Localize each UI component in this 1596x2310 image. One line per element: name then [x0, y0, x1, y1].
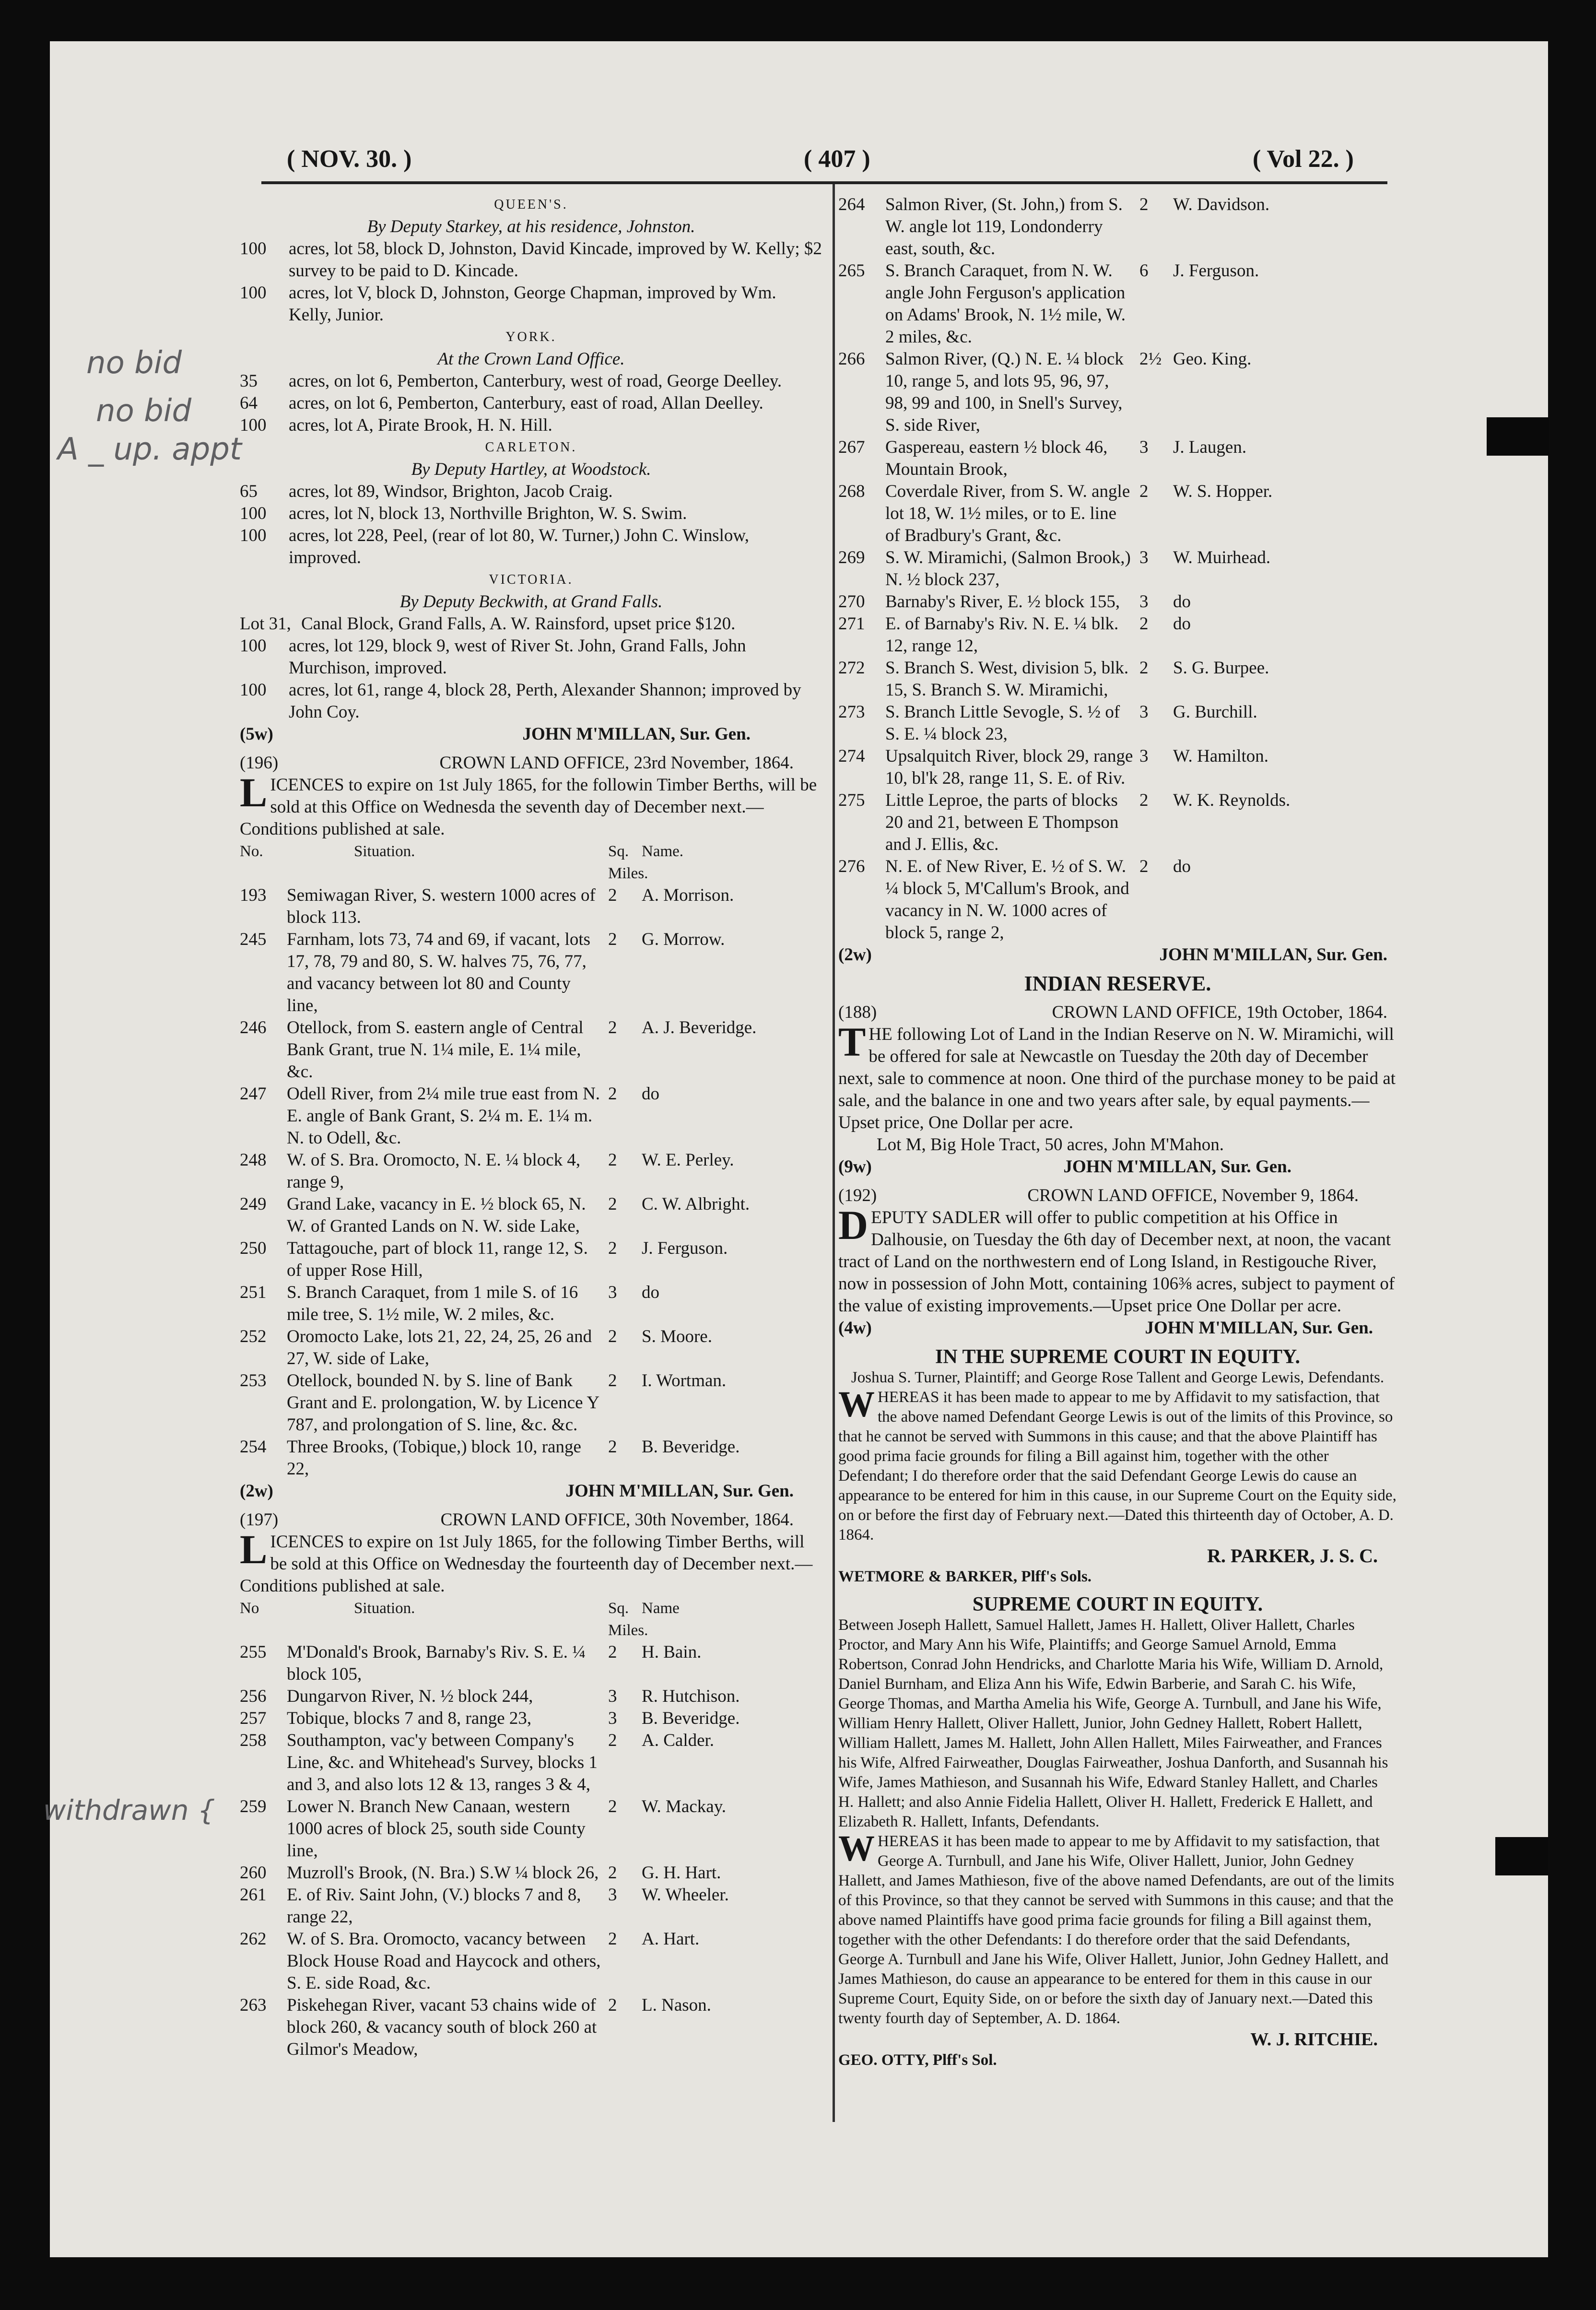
table-row: 259 Lower N. Branch New Canaan, western 1000 acres of block 25, south side County line, 2 W. Mackay. [240, 1797, 727, 1861]
margin-note-up-appt: A _ up. appt [58, 432, 242, 467]
table-row: 258 Southampton, vac'y between Company's Line, &c. and Whitehead's Survey, blocks 1 and 3, and also lots 12 & 13, ranges 3 & 4, 2 A. Calder. [240, 1731, 715, 1794]
table-row: 266 Salmon River, (Q.) N. E. ¼ block 10, range 5, and lots 95, 96, 97, 98, 99 and 100, in Snell's Survey, S. side River, 2½ Geo. King. [838, 349, 1252, 435]
table-row: 261 E. of Riv. Saint John, (V.) blocks 7 and 8, range 22, 3 W. Wheeler. [240, 1885, 729, 1927]
notice-body: WHEREAS it has been made to appear to me by Affidavit to my satisfaction, that the above named Defendant George Lewis is out of the limits of this Province, so that he cannot be served with Summons in this cause; and that the above Plaintiff has good prima facie grounds for filing a Bill against him, together with the other Defendant; I do therefore order that the said Defendant George Lewis do cause an appearance to be entered for him in this cause, in our Supreme Court on the Equity side, on or before the first day of February next.—Dated this thirteenth day of October, A. D. 1864. [838, 1384, 1396, 1544]
solicitors: WETMORE & BARKER, Plff's Sols. [838, 1568, 1092, 1585]
lot-line: Lot M, Big Hole Tract, 50 acres, John M'Mahon. [877, 1135, 1224, 1155]
county-heading: CARLETON. [485, 440, 577, 455]
drop-cap: L [240, 769, 268, 815]
list-item: 65 acres, lot 89, Windsor, Brighton, Jacob Craig. [240, 482, 613, 501]
case-parties: Between Joseph Hallett, Samuel Hallett, James H. Hallett, Oliver Hallett, Charles Proctor, and Mary Ann his Wife, Plaintiffs; and George Samuel Arnold, Emma Robertson, Conrad John Hendricks, and Charlotte Maria his Wife, William D. Arnold, Daniel Burnham, and Eliza Ann his Wife, Edwin Barberie, and Sarah C. his Wife, George Thomas, and Martha Amelia his Wife, George A. Turnbull, and Jane his Wife, William Henry Hallett, Oliver Hallett, Junior, John Gedney Hallett, Robert Hallett, William Hallett, James M. Hallett, John Allen Hallett, Miles Fairweather, and Frances his Wife, Alfred Fairweather, Douglas Fairweather, Joshua Danforth, and Susannah his Wife, James Mathieson, and Susannah his Wife, Edward Stanley Hallett, and Charles H. Hallett; and also Annie Fidelia Hallett, Oliver H. Hallett, Frederick E Hallett, and Elizabeth R. Hallett, Infants, Defendants. [838, 1616, 1388, 1830]
table-row: 274 Upsalquitch River, block 29, range 10, bl'k 28, range 11, S. E. of Riv. 3 W. Hamilton. [838, 746, 1269, 788]
drop-cap: W [838, 1384, 875, 1425]
deputy-line: By Deputy Starkey, at his residence, Johnston. [367, 217, 695, 236]
issue-date: ( NOV. 30. ) [287, 145, 412, 173]
deputy-line: At the Crown Land Office. [437, 349, 625, 369]
table-header: No. Situation. Sq. Miles. Name. [240, 843, 684, 882]
drop-cap: W [838, 1828, 875, 1869]
drop-cap: L [240, 1526, 268, 1572]
volume-number: ( Vol 22. ) [1253, 145, 1354, 173]
table-row: 246 Otellock, from S. eastern angle of Central Bank Grant, true N. 1¼ mile, E. 1¼ mile, &c. 2 A. J. Beveridge. [240, 1018, 757, 1082]
margin-note-withdrawn: withdrawn { [43, 1794, 215, 1827]
table-row: 270 Barnaby's River, E. ½ block 155, 3 do [838, 592, 1191, 612]
table-row: 247 Odell River, from 2¼ mile true east from N. E. angle of Bank Grant, S. 2¼ m. E. 1¼ m. N. to Odell, &c. 2 do [240, 1084, 659, 1148]
solicitors: GEO. OTTY, Plff's Sol. [838, 2051, 997, 2069]
notice-body: WHEREAS it has been made to appear to me by Affidavit to my satisfaction, that George A. Turnbull, and Jane his Wife, Oliver Hallett, Junior, John Gedney Hallett, and James Mathieson, five of the above named Defendants, are out of the limits of this Province, so that they cannot be served with Summons in this cause; and that the above named Plaintiffs have good prima facie grounds for filing a Bill against them, together with the other Defendants: I do therefore order that the said Defendants, George A. Turnbull and Jane his Wife, Oliver Hallett, Junior, John Gedney Hallett, and James Mathieson, do cause an appearance to be entered for them in this cause in our Supreme Court, Equity Side, on or before the sixth day of January next.—Dated this twenty fourth day of September, A. D. 1864. [838, 1828, 1395, 2027]
drop-cap: T [838, 1019, 866, 1065]
notice-body: DEPUTY SADLER will offer to public competition at his Office in Dalhousie, on Tuesday the 6th day of December next, at noon, the vacant tract of Land on the northwestern end of Long Island, in Restigouche River, now in possession of John Mott, containing 106⅜ acres, subject to payment of the value of existing improvements.—Upset price One Dollar per acre. [838, 1202, 1395, 1316]
signature-line: (5w) JOHN M'MILLAN, Sur. Gen. [240, 724, 751, 744]
case-parties: Joshua S. Turner, Plaintiff; and George Rose Tallent and George Lewis, Defendants. [851, 1369, 1385, 1386]
notice-body: THE following Lot of Land in the Indian Reserve on N. W. Miramichi, will be offered for sale at Newcastle on Tuesday the 20th day of December next, sale to commence at noon. One third of the purchase money to be paid at sale, and the balance in one and two years after sale, by equal payments.—Upset price, One Dollar per acre. [838, 1019, 1396, 1132]
table-row: 250 Tattagouche, part of block 11, range 12, S. of upper Rose Hill, 2 J. Ferguson. [240, 1238, 728, 1280]
table-row: 271 E. of Barnaby's Riv. N. E. ¼ blk. 12, range 12, 2 do [838, 614, 1191, 656]
table-row: 193 Semiwagan River, S. western 1000 acres of block 113. 2 A. Morrison. [240, 885, 734, 927]
table-row: 248 W. of S. Bra. Oromocto, N. E. ¼ block 4, range 9, 2 W. E. Perley. [240, 1150, 734, 1192]
deputy-line: By Deputy Hartley, at Woodstock. [411, 460, 651, 479]
table-row: 275 Little Leproe, the parts of blocks 20 and 21, between E Thompson and J. Ellis, &c. 2 W. K. Reynolds. [838, 790, 1291, 854]
table-row: 253 Otellock, bounded N. by S. line of Bank Grant and E. prolongation, W. by Licence Y 787, and prolongation of S. line, &c. &c. 2 I. Wortman. [240, 1371, 727, 1435]
list-item: 35 acres, on lot 6, Pemberton, Canterbury, west of road, George Deelley. [240, 371, 782, 391]
drop-cap: D [838, 1202, 868, 1248]
signature-line: (4w) JOHN M'MILLAN, Sur. Gen. [838, 1318, 1373, 1338]
judge-signature: W. J. RITCHIE. [1250, 2029, 1378, 2050]
table-row: 245 Farnham, lots 73, 74 and 69, if vacant, lots 17, 78, 79 and 80, S. W. halves 75, 76, 77, and vacancy between lot 80 and County line, 2 G. Morrow. [240, 930, 725, 1015]
table-row: 251 S. Branch Caraquet, from 1 mile S. of 16 mile tree, S. 1½ mile, W. 2 miles, &c. 3 do [240, 1283, 659, 1324]
county-heading: VICTORIA. [489, 572, 574, 587]
signature-line: (2w) JOHN M'MILLAN, Sur. Gen. [240, 1481, 794, 1501]
table-row: 265 S. Branch Caraquet, from N. W. angle John Ferguson's application on Adams' Brook, N. 1½ mile, W. 2 miles, &c. 6 J. Ferguson. [838, 261, 1259, 347]
table-row: 254 Three Brooks, (Tobique,) block 10, range 22, 2 B. Beveridge. [240, 1437, 740, 1479]
notice-body: LICENCES to expire on 1st July 1865, for the followin Timber Berths, will be sold at this Office on Wednesda the seventh day of December next.—Conditions published at sale. [240, 769, 817, 839]
table-row: 252 Oromocto Lake, lots 21, 22, 24, 25, 26 and 27, W. side of Lake, 2 S. Moore. [240, 1327, 712, 1368]
notice-heading: (188) CROWN LAND OFFICE, 19th October, 1864. [838, 1002, 1387, 1022]
page-number: ( 407 ) [804, 145, 870, 173]
list-item: 100 acres, lot 61, range 4, block 28, Perth, Alexander Shannon; improved by John Coy. [240, 680, 801, 722]
notice-heading: (197) CROWN LAND OFFICE, 30th November, 1864. [240, 1510, 794, 1530]
edge-tab-upper [1487, 417, 1549, 456]
table-row: 276 N. E. of New River, E. ½ of S. W. ¼ block 5, M'Callum's Brook, and vacancy in N. W. 1000 acres of block 5, range 2, 2 do [838, 857, 1191, 943]
signature-line: (9w) JOHN M'MILLAN, Sur. Gen. [838, 1157, 1291, 1177]
signature-line: (2w) JOHN M'MILLAN, Sur. Gen. [838, 945, 1387, 965]
list-item: 100 acres, lot 58, block D, Johnston, David Kincade, improved by W. Kelly; $2 survey to be paid to D. Kincade. [240, 239, 822, 281]
right-column [838, 194, 1397, 2070]
list-item: 100 acres, lot 129, block 9, west of River St. John, Grand Falls, John Murchison, improved. [240, 636, 746, 678]
table-row: 273 S. Branch Little Sevogle, S. ½ of S. E. ¼ block 23, 3 G. Burchill. [838, 702, 1257, 744]
list-item: 100 acres, lot N, block 13, Northville Brighton, W. S. Swim. [240, 504, 687, 523]
table-row: 269 S. W. Miramichi, (Salmon Brook,) N. ½ block 237, 3 W. Muirhead. [838, 548, 1271, 589]
section-title: IN THE SUPREME COURT IN EQUITY. [935, 1346, 1300, 1368]
table-row: 256 Dungarvon River, N. ½ block 244, 3 R. Hutchison. [240, 1686, 740, 1706]
table-row: 272 S. Branch S. West, division 5, blk. 15, S. Branch S. W. Miramichi, 2 S. G. Burpee. [838, 658, 1269, 700]
table-row: 262 W. of S. Bra. Oromocto, vacancy between Block House Road and Haycock and others, S. E. side Road, &c. 2 A. Hart. [240, 1929, 700, 1993]
column-divider [833, 184, 835, 2122]
list-item: 100 acres, lot A, Pirate Brook, H. N. Hill. [240, 415, 552, 435]
notice-body: LICENCES to expire on 1st July 1865, for the following Timber Berths, will be sold at this Office on Wednesday the fourteenth day of December next.—Conditions published at sale. [240, 1526, 813, 1596]
edge-tab-lower [1495, 1837, 1548, 1875]
margin-note-no-bid-2: no bid [96, 393, 192, 429]
notice-heading: (196) CROWN LAND OFFICE, 23rd November, 1864. [240, 753, 794, 773]
left-column [240, 194, 822, 2061]
county-heading: QUEEN'S. [494, 197, 568, 212]
table-row: 267 Gaspereau, eastern ½ block 46, Mountain Brook, 3 J. Laugen. [838, 437, 1247, 479]
table-row: 257 Tobique, blocks 7 and 8, range 23, 3 B. Beveridge. [240, 1709, 740, 1728]
section-title: INDIAN RESERVE. [1024, 972, 1211, 995]
notice-heading: (192) CROWN LAND OFFICE, November 9, 1864. [838, 1186, 1359, 1205]
judge-signature: R. PARKER, J. S. C. [1207, 1545, 1378, 1567]
table-header: No Situation. Sq. Miles. Name [240, 1600, 680, 1639]
table-row: 264 Salmon River, (St. John,) from S. W. angle lot 119, Londonderry east, south, &c. 2 W. Davidson. [838, 195, 1270, 259]
section-title: SUPREME COURT IN EQUITY. [972, 1593, 1263, 1615]
deputy-line: By Deputy Beckwith, at Grand Falls. [399, 592, 663, 612]
list-item: 100 acres, lot 228, Peel, (rear of lot 80, W. Turner,) John C. Winslow, improved. [240, 526, 749, 567]
table-row: 263 Piskehegan River, vacant 53 chains wide of block 260, & vacancy south of block 260 at Gilmor's Meadow, 2 L. Nason. [240, 1995, 711, 2059]
margin-note-no-bid-1: no bid [86, 345, 182, 381]
table-row: 260 Muzroll's Brook, (N. Bra.) S.W ¼ block 26, 2 G. H. Hart. [240, 1863, 721, 1883]
list-item: 64 acres, on lot 6, Pemberton, Canterbury, east of road, Allan Deelley. [240, 393, 763, 413]
header-rule [261, 181, 1387, 184]
table-row: 249 Grand Lake, vacancy in E. ½ block 65, N. W. of Granted Lands on N. W. side Lake, 2 C. W. Albright. [240, 1194, 750, 1236]
list-item: Lot 31, Canal Block, Grand Falls, A. W. Rainsford, upset price $120. [240, 614, 736, 634]
table-row: 268 Coverdale River, from S. W. angle lot 18, W. 1½ miles, or to E. line of Bradbury's Grant, &c. 2 W. S. Hopper. [838, 482, 1273, 545]
list-item: 100 acres, lot V, block D, Johnston, George Chapman, improved by Wm. Kelly, Junior. [240, 283, 776, 325]
county-heading: YORK. [505, 330, 557, 344]
table-row: 255 M'Donald's Brook, Barnaby's Riv. S. E. ¼ block 105, 2 H. Bain. [240, 1642, 702, 1684]
